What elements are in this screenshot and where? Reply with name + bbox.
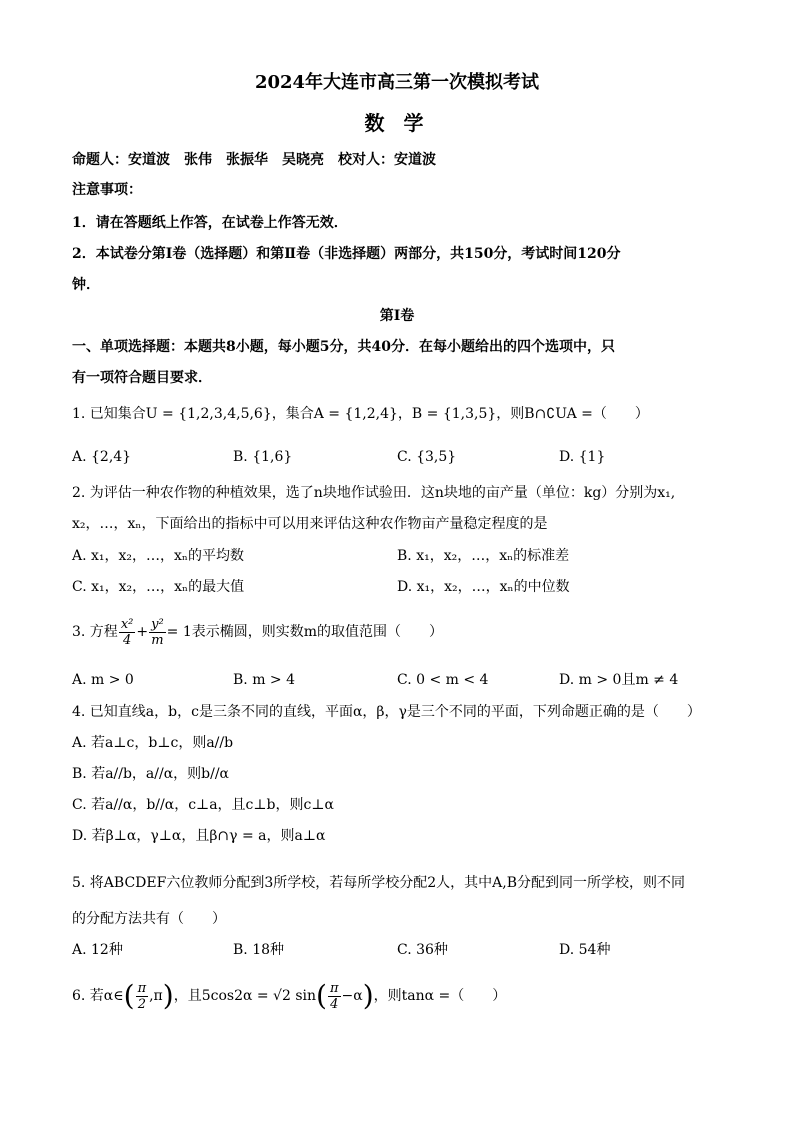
q3-stem-prefix: 3. 方程 — [72, 624, 118, 640]
q5-option-c: C. 36种 — [397, 942, 448, 958]
q5-option-a: A. 12种 — [72, 942, 123, 958]
q6-interval-fraction-numerator: π — [137, 980, 147, 996]
section-intro-line-2: 有一项符合题目要求． — [72, 370, 212, 386]
exam-title: 2024年大连市高三第一次模拟考试 — [254, 72, 540, 93]
notice-item-2-line-2: 钟． — [72, 277, 100, 293]
q6-prefix: 6. 若α∈ — [72, 988, 124, 1004]
notice-item-1: 1．请在答题纸上作答，在试卷上作答无效． — [72, 215, 348, 231]
q4-option-d: D. 若β⊥α，γ⊥α，且β∩γ = a，则a⊥α — [72, 828, 326, 844]
q3-plus: + — [136, 624, 149, 640]
q2-option-c: C. x₁，x₂，…，xₙ的最大值 — [72, 579, 245, 595]
q3-fraction-y — [149, 617, 166, 648]
q3-option-d: D. m > 0且m ≠ 4 — [559, 672, 679, 688]
q6-stem — [72, 975, 506, 1017]
q1-option-d: D. {1} — [559, 449, 606, 465]
q2-stem-line-1: 2. 为评估一种农作物的种植效果，选了n块地作试验田．这n块地的亩产量（单位：kg）分别为x₁, — [72, 485, 676, 501]
q6-sin-fraction-numerator: π — [329, 980, 339, 996]
q3-fraction-y-denominator: m — [151, 632, 164, 648]
q3-stem — [72, 612, 443, 652]
q3-stem-suffix: = 1表示椭圆，则实数m的取值范围（ ） — [166, 624, 444, 640]
q3-fraction-y-numerator: y² — [151, 616, 164, 632]
q3-option-a: A. m > 0 — [72, 672, 134, 688]
q6-left-paren-2: ( — [316, 979, 327, 1012]
section-title: 第Ⅰ卷 — [379, 308, 415, 324]
q2-option-d: D. x₁，x₂，…，xₙ的中位数 — [397, 579, 570, 595]
q6-right-paren-2: ) — [362, 979, 374, 1012]
notice-heading: 注意事项： — [72, 182, 142, 198]
notice-item-2-line-1: 2．本试卷分第Ⅰ卷（选择题）和第Ⅱ卷（非选择题）两部分，共150分，考试时间120分 — [72, 246, 621, 262]
q4-option-a: A. 若a⊥c，b⊥c，则a//b — [72, 735, 234, 751]
q1-stem: 1. 已知集合U = {1,2,3,4,5,6}，集合A = {1,2,4}，B = {1,3,5}，则B∩∁UA =（ ） — [72, 406, 649, 422]
section-intro-line-1: 一、单项选择题：本题共8小题，每小题5分，共40分．在每小题给出的四个选项中，只 — [72, 339, 615, 355]
q6-mid: ，且5cos2α = √2 sin — [173, 988, 317, 1004]
q6-sin-fraction-denominator: 4 — [330, 996, 339, 1012]
q6-left-paren-1: ( — [123, 979, 135, 1012]
q6-suffix: ，则tanα =（ ） — [373, 988, 507, 1004]
q3-fraction-x-numerator: x² — [120, 616, 134, 632]
q6-sin-tail: −α — [341, 988, 363, 1004]
q1-option-b: B. {1,6} — [233, 449, 293, 465]
q2-stem-line-2: x₂，…，xₙ，下面给出的指标中可以用来评估这种农作物亩产量稳定程度的是 — [72, 516, 548, 532]
q3-fraction-x-denominator: 4 — [122, 632, 132, 648]
q4-option-c: C. 若a//α，b//α，c⊥a，且c⊥b，则c⊥α — [72, 797, 334, 813]
q4-option-b: B. 若a//b，a//α，则b//α — [72, 766, 230, 782]
q5-option-d: D. 54种 — [559, 942, 611, 958]
subject-title: 数 学 — [364, 111, 430, 135]
q5-option-b: B. 18种 — [233, 942, 285, 958]
q2-option-b: B. x₁，x₂，…，xₙ的标准差 — [397, 548, 570, 564]
q3-option-b: B. m > 4 — [233, 672, 296, 688]
q5-stem-line-2: 的分配方法共有（ ） — [72, 911, 226, 927]
q5-stem-line-1: 5. 将ABCDEF六位教师分配到3所学校，若每所学校分配2人，其中A,B分配到同一所学校，则不同 — [72, 875, 685, 891]
q3-option-c: C. 0 < m < 4 — [397, 672, 489, 688]
q6-interval-tail: ,π — [149, 988, 163, 1004]
q1-option-c: C. {3,5} — [397, 449, 457, 465]
q2-option-a: A. x₁，x₂，…，xₙ的平均数 — [72, 548, 244, 564]
q6-right-paren-1: ) — [162, 979, 174, 1012]
q6-interval-fraction — [136, 981, 149, 1012]
q6-interval-fraction-denominator: 2 — [137, 996, 146, 1012]
authors-line: 命题人：安道波 张伟 张振华 吴晓亮 校对人：安道波 — [72, 152, 436, 168]
q1-option-a: A. {2,4} — [72, 449, 132, 465]
q3-fraction-x — [119, 617, 136, 648]
q6-sin-fraction — [328, 981, 341, 1012]
q4-stem: 4. 已知直线a，b，c是三条不同的直线，平面α，β，γ是三个不同的平面，下列命题正确的是（ ） — [72, 704, 701, 720]
